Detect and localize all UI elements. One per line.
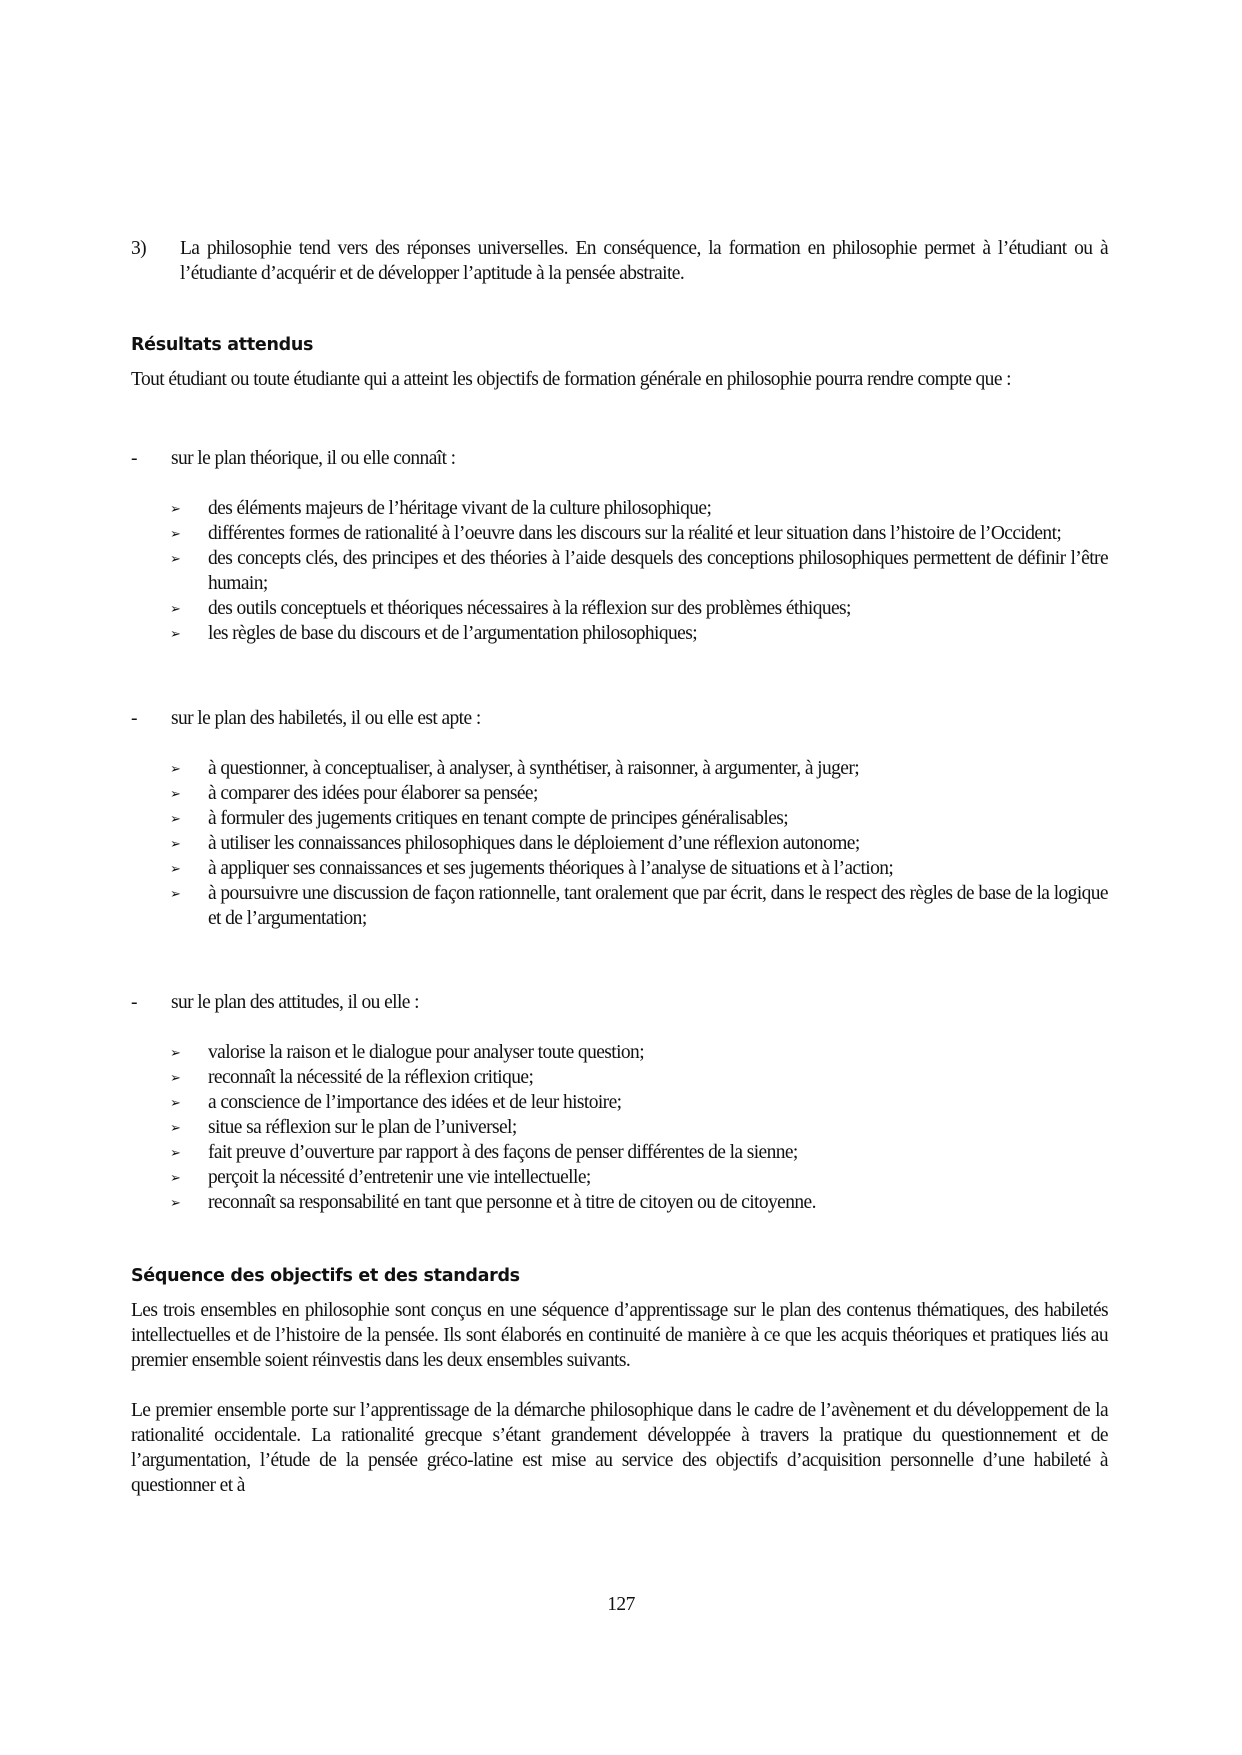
results-section	[131, 333, 1108, 392]
sequence-section	[131, 1264, 1108, 1498]
item-text: La philosophie tend vers des réponses universelles. En conséquence, la formation en philosophie permet à l’étudiant ou à l’étudiante d’acquérir et de développer l’aptitude à la pensée abstraite.	[180, 238, 1108, 284]
dash-marker: -	[131, 448, 137, 469]
list-item: ➢ à comparer des idées pour élaborer sa pensée;	[170, 783, 538, 804]
list-item: ➢ différentes formes de rationalité à l’oeuvre dans les discours sur la réalité et leur situation dans l’histoire de l’Occident;	[170, 523, 1062, 544]
bullet-list	[131, 1040, 1108, 1215]
list-item: ➢ perçoit la nécessité d’entretenir une vie intellectuelle;	[170, 1167, 591, 1188]
list-item: ➢ fait preuve d’ouverture par rapport à des façons de penser différentes de la sienne;	[170, 1142, 798, 1163]
list-item: ➢ à utiliser les connaissances philosophiques dans le déploiement d’une réflexion autonome;	[170, 833, 860, 854]
group-label: sur le plan des attitudes, il ou elle :	[171, 992, 419, 1013]
arrow-bullet-icon: ➢	[170, 886, 181, 901]
dash-marker: -	[131, 708, 137, 729]
list-item: ➢ a conscience de l’importance des idées et de leur histoire;	[170, 1092, 622, 1113]
list-item: ➢ situe sa réflexion sur le plan de l’universel;	[170, 1117, 517, 1138]
numbered-item-3	[131, 236, 1108, 286]
arrow-bullet-icon: ➢	[170, 1145, 181, 1160]
arrow-bullet-icon: ➢	[170, 501, 181, 516]
arrow-bullet-icon: ➢	[170, 1045, 181, 1060]
list-item: ➢ reconnaît la nécessité de la réflexion critique;	[170, 1067, 534, 1088]
list-item: ➢ des concepts clés, des principes et des théories à l’aide desquels des conceptions philosophiques permettent de définir l’être humain;	[170, 548, 1108, 594]
group-skills	[131, 706, 1108, 931]
arrow-bullet-icon: ➢	[170, 1120, 181, 1135]
bullet-list	[131, 496, 1108, 646]
arrow-bullet-icon: ➢	[170, 601, 181, 616]
list-item: ➢ à poursuivre une discussion de façon rationnelle, tant oralement que par écrit, dans le respect des règles de base de la logique et de l’argumentation;	[170, 883, 1108, 929]
arrow-bullet-icon: ➢	[170, 1095, 181, 1110]
group-theory	[131, 446, 1108, 646]
list-item: ➢ les règles de base du discours et de l’argumentation philosophiques;	[170, 623, 698, 644]
group-label: sur le plan théorique, il ou elle connaît :	[171, 448, 456, 469]
arrow-bullet-icon: ➢	[170, 551, 181, 566]
list-item: ➢ des outils conceptuels et théoriques nécessaires à la réflexion sur des problèmes éthiques;	[170, 598, 851, 619]
arrow-bullet-icon: ➢	[170, 836, 181, 851]
section-heading: Séquence des objectifs et des standards	[131, 1266, 520, 1286]
results-intro: Tout étudiant ou toute étudiante qui a atteint les objectifs de formation générale en philosophie pourra rendre compte que :	[131, 369, 1011, 390]
list-item: ➢ des éléments majeurs de l’héritage vivant de la culture philosophique;	[170, 498, 712, 519]
arrow-bullet-icon: ➢	[170, 861, 181, 876]
item-number: 3)	[131, 238, 147, 259]
arrow-bullet-icon: ➢	[170, 786, 181, 801]
list-item: ➢ à formuler des jugements critiques en tenant compte de principes généralisables;	[170, 808, 789, 829]
bullet-list	[131, 756, 1108, 931]
page-number: 127	[607, 1594, 635, 1615]
arrow-bullet-icon: ➢	[170, 1170, 181, 1185]
arrow-bullet-icon: ➢	[170, 761, 181, 776]
list-item: ➢ reconnaît sa responsabilité en tant que personne et à titre de citoyen ou de citoyenne.	[170, 1192, 816, 1213]
list-item: ➢ à questionner, à conceptualiser, à analyser, à synthétiser, à raisonner, à argumenter, à juger;	[170, 758, 860, 779]
group-label: sur le plan des habiletés, il ou elle est apte :	[171, 708, 481, 729]
arrow-bullet-icon: ➢	[170, 526, 181, 541]
arrow-bullet-icon: ➢	[170, 1070, 181, 1085]
group-attitudes	[131, 990, 1108, 1215]
paragraph: Les trois ensembles en philosophie sont conçus en une séquence d’apprentissage sur le plan des contenus thématiques, des habiletés intellectuelles et de l’histoire de la pensée. Ils sont élaborés en continuité de manière à ce que les acquis théoriques et pratiques liés au premier ensemble soient réinvestis dans les deux ensembles suivants.	[131, 1300, 1108, 1371]
paragraph: Le premier ensemble porte sur l’apprentissage de la démarche philosophique dans le cadre de l’avènement et du développement de la rationalité occidentale. La rationalité grecque s’étant grandement développée à travers la pratique du questionnement et de l’argumentation, l’étude de la pensée gréco-latine est mise au service des objectifs d’acquisition personnelle d’une habileté à questionner et à	[131, 1400, 1108, 1496]
list-item: ➢ valorise la raison et le dialogue pour analyser toute question;	[170, 1042, 645, 1063]
arrow-bullet-icon: ➢	[170, 811, 181, 826]
arrow-bullet-icon: ➢	[170, 1195, 181, 1210]
dash-marker: -	[131, 992, 137, 1013]
list-item: ➢ à appliquer ses connaissances et ses jugements théoriques à l’analyse de situations et à l’action;	[170, 858, 894, 879]
section-heading: Résultats attendus	[131, 335, 314, 355]
arrow-bullet-icon: ➢	[170, 626, 181, 641]
